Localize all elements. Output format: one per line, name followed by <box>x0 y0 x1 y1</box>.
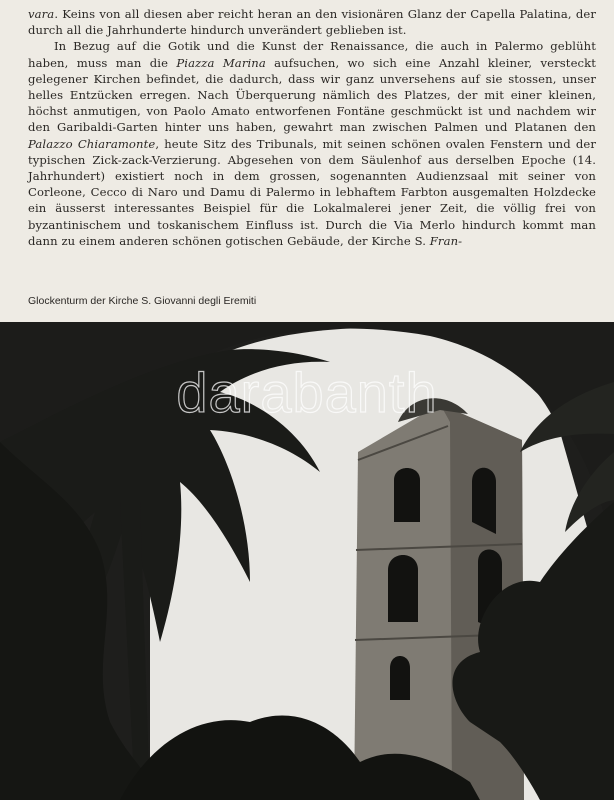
text-segment: vara <box>28 7 55 21</box>
paragraph-2 <box>28 38 596 249</box>
text-segment: Fran- <box>429 233 463 248</box>
text-segment: Palazzo Chiaramonte <box>28 136 156 151</box>
text-segment: In Bezug auf die Gotik und die Kunst der Renaissance, die auch in Palermo geblüht haben, muss man die <box>28 39 596 70</box>
text-segment: Piazza Marina <box>176 55 266 70</box>
photo-illustration <box>0 322 614 800</box>
photo-caption: Glockenturm der Kirche S. Giovanni degli Eremiti <box>28 295 257 307</box>
photograph <box>0 322 614 800</box>
text-segment: . Keins von all diesen aber reicht heran an den visionären Glanz der Capella Palatina, der durch all die Jahrhunderte hindurch unverändert geblieben ist. <box>28 7 596 38</box>
body-text <box>28 6 596 249</box>
text-segment: aufsuchen, wo sich eine Anzahl kleiner, versteckt gelegener Kirchen befindet, die dadurch, dass wir ganz unversehens auf sie stossen, unser helles Entzücken erregen. Nach Überquerung nämlich des Platzes, der mit einer kleinen, höchst anmutigen, von Paolo Amato entworfenen Fontäne geschmückt ist und nachdem wir den Garibaldi-Garten hinter uns haben, gewahrt man zwischen Palmen und Platanen den <box>28 55 597 135</box>
text-segment: , heute Sitz des Tribunals, mit seinen schönen ovalen Fenstern und der typischen Zick-zack-Verzierung. Abgesehen von dem Säulenhof aus derselben Epoche (14. Jahrhundert) existiert noch in dem grossen, sogenannten Audienzsaal mit seiner von Corleone, Cecco di Naro und Damu di Palermo in lebhaftem Farbton ausgemalten Holzdecke ein äusserst interessantes Beispiel für die Lokalmalerei jener Zeit, die völlig frei von byzantinischem und toskanischem Einfluss ist. Durch die Via Merlo hindurch kommt man dann zu einem anderen schönen gotischen Gebäude, der Kirche S. <box>28 136 596 248</box>
paragraph-1 <box>28 6 596 38</box>
